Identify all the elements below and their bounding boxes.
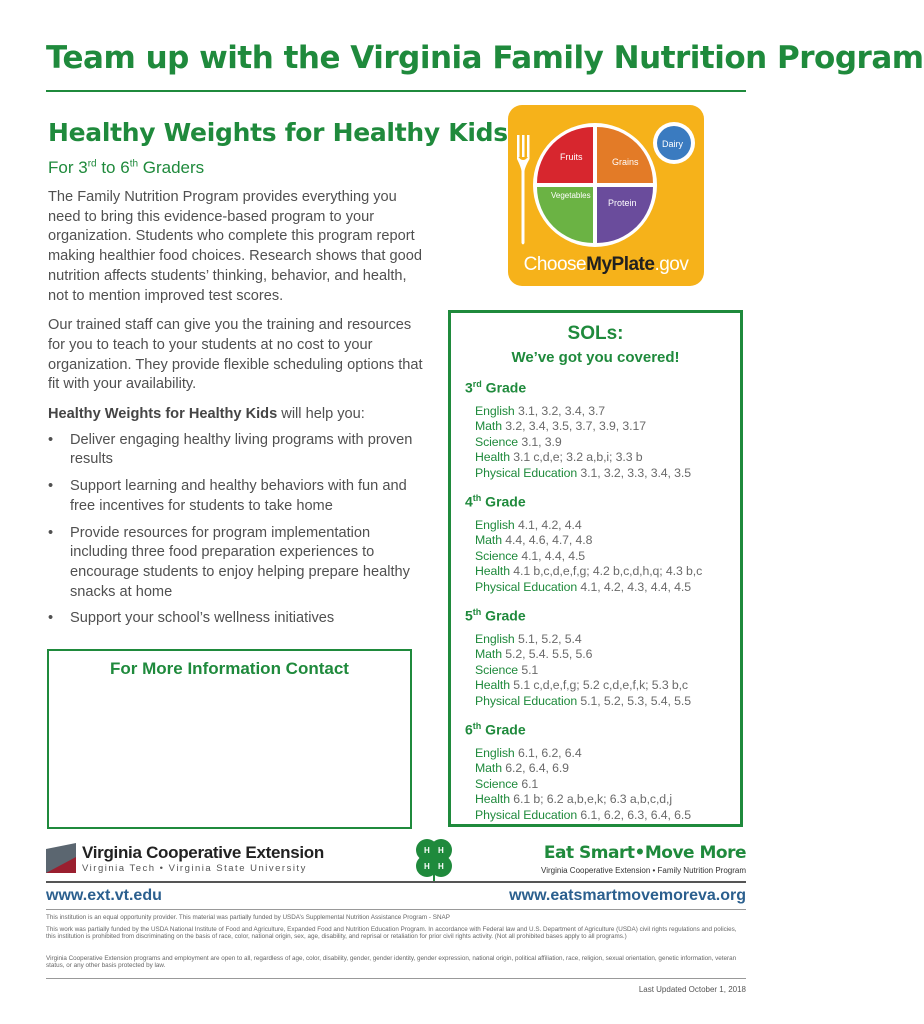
contact-title: For More Information Contact xyxy=(110,659,349,678)
vce-subtitle: Virginia Tech • Virginia State University xyxy=(82,863,307,874)
sol-subject: Math xyxy=(475,533,502,548)
footer-divider xyxy=(46,881,746,883)
fork-icon xyxy=(517,135,530,245)
intro-paragraph-1: The Family Nutrition Program provides everything you need to bring this evidence-based program to your organization. Students who complete this program report making healthier food choices. Research shows that good nutrition affects students’ thinking, behavior, and health, not to mention improved test scores. xyxy=(48,189,422,304)
wordmark-pre: Choose xyxy=(523,254,587,275)
grade-word: Grade xyxy=(481,607,526,624)
sol-line xyxy=(475,564,737,580)
sol-values: 5.1 c,d,e,f,g; 5.2 c,d,e,f,k; 5.3 b,c xyxy=(509,678,688,693)
grade-word: Grade xyxy=(481,721,526,738)
sol-values: 4.1, 4.4, 4.5 xyxy=(518,548,586,563)
benefits-lead xyxy=(48,405,428,425)
sol-line xyxy=(475,450,737,466)
vce-mark-icon xyxy=(46,843,76,873)
sol-values: 4.1 b,c,d,e,f,g; 4.2 b,c,d,h,q; 4.3 b,c xyxy=(509,564,703,579)
sol-subject: English xyxy=(475,517,515,532)
sol-subject: Science xyxy=(475,548,519,563)
vce-name: Virginia Cooperative Extension xyxy=(82,843,324,862)
vce-logo xyxy=(46,843,336,877)
sol-subject: Math xyxy=(475,647,502,662)
grade-range-mid: to 6 xyxy=(96,158,130,177)
grade-range-sup-2: th xyxy=(129,158,139,170)
sol-values: 6.1, 6.2, 6.3, 6.4, 6.5 xyxy=(577,807,691,822)
list-item-text: Support learning and healthy behaviors with fun and free incentives for students to take home xyxy=(70,478,407,514)
grains-label: Grains xyxy=(612,157,639,167)
dairy-label: Dairy xyxy=(662,139,684,149)
benefits-lead-bold: Healthy Weights for Healthy Kids xyxy=(48,406,278,423)
4h-clover-icon xyxy=(410,835,458,883)
program-title: Healthy Weights for Healthy Kids xyxy=(48,118,508,147)
myplate-logo xyxy=(508,105,704,286)
sol-line xyxy=(475,435,737,451)
grade-heading xyxy=(465,721,737,738)
list-item xyxy=(48,477,428,516)
sol-subject: Math xyxy=(475,419,502,434)
sol-values: 6.1 xyxy=(518,776,539,791)
clover-letter: H xyxy=(424,846,430,855)
sol-values: 6.1 b; 6.2 a,b,e,k; 6.3 a,b,c,d,j xyxy=(509,792,672,807)
myplate-wordmark xyxy=(508,254,704,276)
grade-sup: th xyxy=(472,607,482,617)
grade-num: 6 xyxy=(465,721,473,738)
sol-values: 5.1 xyxy=(518,662,539,677)
sol-values: 4.1, 4.2, 4.4 xyxy=(514,517,582,532)
body-text xyxy=(48,188,428,636)
sol-line xyxy=(475,632,737,648)
sol-subject: English xyxy=(475,631,515,646)
protein-label: Protein xyxy=(608,198,637,208)
list-item xyxy=(48,609,428,629)
sol-subject: English xyxy=(475,745,515,760)
sol-line xyxy=(475,694,737,710)
sol-subject: Physical Education xyxy=(475,693,578,708)
grains-segment xyxy=(597,127,653,183)
sol-subject: English xyxy=(475,403,515,418)
sols-box xyxy=(448,310,743,827)
grade-block-4 xyxy=(465,493,737,595)
sols-title: SOLs: xyxy=(567,323,624,344)
sol-values: 3.1, 3.9 xyxy=(518,434,562,449)
title-divider xyxy=(46,90,746,92)
list-item xyxy=(48,431,428,470)
grade-sup: rd xyxy=(472,379,482,389)
vegetables-label: Vegetables xyxy=(551,191,591,200)
grade-block-6 xyxy=(465,721,737,823)
esmm-subtitle: Virginia Cooperative Extension • Family Nutrition Program xyxy=(541,866,746,875)
sol-subject: Health xyxy=(475,678,510,693)
grade-sup: th xyxy=(472,721,482,731)
sols-subtitle: We’ve got you covered! xyxy=(511,349,680,366)
sol-subject: Health xyxy=(475,792,510,807)
footer-divider-3 xyxy=(46,978,746,979)
sol-subject: Health xyxy=(475,564,510,579)
sol-subject: Science xyxy=(475,434,519,449)
fruits-label: Fruits xyxy=(560,152,583,162)
sol-values: 3.1, 3.2, 3.4, 3.7 xyxy=(514,403,606,418)
grade-range-sup-1: rd xyxy=(87,158,97,170)
sol-line xyxy=(475,518,737,534)
sol-line xyxy=(475,777,737,793)
footer-divider-2 xyxy=(46,909,746,910)
sol-line xyxy=(475,533,737,549)
benefits-list xyxy=(48,431,428,629)
intro-paragraph-2: Our trained staff can give you the training and resources for you to teach to your students at no cost to your organization. They provide flexible scheduling options that fit with your availability. xyxy=(48,317,423,393)
grade-word: Grade xyxy=(481,379,527,396)
sol-line xyxy=(475,663,737,679)
bullet-icon: • xyxy=(48,524,54,541)
list-item-text: Support your school’s wellness initiatives xyxy=(70,610,335,627)
sol-line xyxy=(475,792,737,808)
sol-line xyxy=(475,466,737,482)
sol-values: 6.1, 6.2, 6.4 xyxy=(514,745,582,760)
grade-heading xyxy=(465,379,737,396)
plate-icon xyxy=(533,123,657,247)
sol-line xyxy=(475,647,737,663)
last-updated: Last Updated October 1, 2018 xyxy=(638,985,746,994)
grade-block-5 xyxy=(465,607,737,709)
clover-letter: H xyxy=(438,862,444,871)
fine-print-2: This work was partially funded by the USDA National Institute of Food and Agriculture, Expanded Food and Nutrition Education Program. In accordance with Federal law and U.S. Department of Agriculture (USDA) civil rights regulations and policies, this institution is prohibited from discriminating on the basis of race, color, national origin, sex, age, disability, and reprisal or retaliation for prior civil rights activity. (Not all prohibited bases apply to all programs.) xyxy=(46,926,737,941)
grade-block-3 xyxy=(465,379,737,481)
sol-subject: Math xyxy=(475,761,502,776)
list-item-text: Deliver engaging healthy living programs with proven results xyxy=(70,431,413,468)
grade-word: Grade xyxy=(481,493,526,510)
sol-subject: Physical Education xyxy=(475,465,578,480)
grade-heading xyxy=(465,607,737,624)
sol-line xyxy=(475,419,737,435)
clover-letter: H xyxy=(424,862,430,871)
sol-values: 3.1 c,d,e; 3.2 a,b,i; 3.3 b xyxy=(509,450,643,465)
contact-box xyxy=(47,649,412,829)
esmm-name: Eat Smart•Move More xyxy=(543,843,746,863)
list-item-text: Provide resources for program implementation including three food preparation experiences to encourage students to enjoy helping prepare healthy snacks at home xyxy=(70,524,410,600)
sol-line xyxy=(475,678,737,694)
sol-line xyxy=(475,761,737,777)
esmm-logo xyxy=(534,843,746,877)
esmm-website-link[interactable]: www.eatsmartmovemoreva.org xyxy=(509,887,746,904)
protein-segment xyxy=(597,187,653,243)
sol-values: 4.1, 4.2, 4.3, 4.4, 4.5 xyxy=(577,579,691,594)
grade-num: 5 xyxy=(465,607,473,624)
grade-range xyxy=(48,158,204,178)
list-item xyxy=(48,524,428,603)
sol-line xyxy=(475,808,737,824)
sol-line xyxy=(475,746,737,762)
vce-website-link[interactable]: www.ext.vt.edu xyxy=(46,887,162,904)
sol-values: 3.2, 3.4, 3.5, 3.7, 3.9, 3.17 xyxy=(501,419,646,434)
grade-heading xyxy=(465,493,737,510)
sol-line xyxy=(475,549,737,565)
sol-values: 6.2, 6.4, 6.9 xyxy=(501,761,569,776)
sol-subject: Physical Education xyxy=(475,807,578,822)
grade-num: 4 xyxy=(465,493,473,510)
clover-letter: H xyxy=(438,846,444,855)
grade-range-suffix: Graders xyxy=(138,158,205,177)
bullet-icon: • xyxy=(48,431,54,448)
grade-num: 3 xyxy=(465,379,473,396)
sol-subject: Physical Education xyxy=(475,579,578,594)
sol-values: 5.2, 5.4. 5.5, 5.6 xyxy=(501,647,593,662)
sol-subject: Science xyxy=(475,662,519,677)
wordmark-bold: MyPlate xyxy=(586,254,655,275)
bullet-icon: • xyxy=(48,610,54,627)
benefits-lead-rest: will help you: xyxy=(277,406,365,423)
fine-print-3: Virginia Cooperative Extension programs and employment are open to all, regardless of age, color, disability, gender, gender identity, gender expression, national origin, political affiliation, race, religion, sexual orientation, genetic information, veteran status, or any other basis protected by law. xyxy=(46,955,737,970)
sol-line xyxy=(475,404,737,420)
sol-values: 3.1, 3.2, 3.3, 3.4, 3.5 xyxy=(577,465,691,480)
sol-subject: Science xyxy=(475,776,519,791)
bullet-icon: • xyxy=(48,478,54,495)
page-title: Team up with the Virginia Family Nutrition Program xyxy=(46,40,924,76)
grade-range-prefix: For 3 xyxy=(48,158,88,177)
sol-values: 5.1, 5.2, 5.3, 5.4, 5.5 xyxy=(577,693,691,708)
sol-subject: Health xyxy=(475,450,510,465)
sol-line xyxy=(475,580,737,596)
fine-print-1: This institution is an equal opportunity provider. This material was partially funded by USDA’s Supplemental Nutrition Assistance Program - SNAP xyxy=(46,914,450,921)
sol-values: 5.1, 5.2, 5.4 xyxy=(514,631,582,646)
sol-values: 4.4, 4.6, 4.7, 4.8 xyxy=(501,533,593,548)
grade-sup: th xyxy=(472,493,482,503)
wordmark-post: .gov xyxy=(654,254,689,275)
